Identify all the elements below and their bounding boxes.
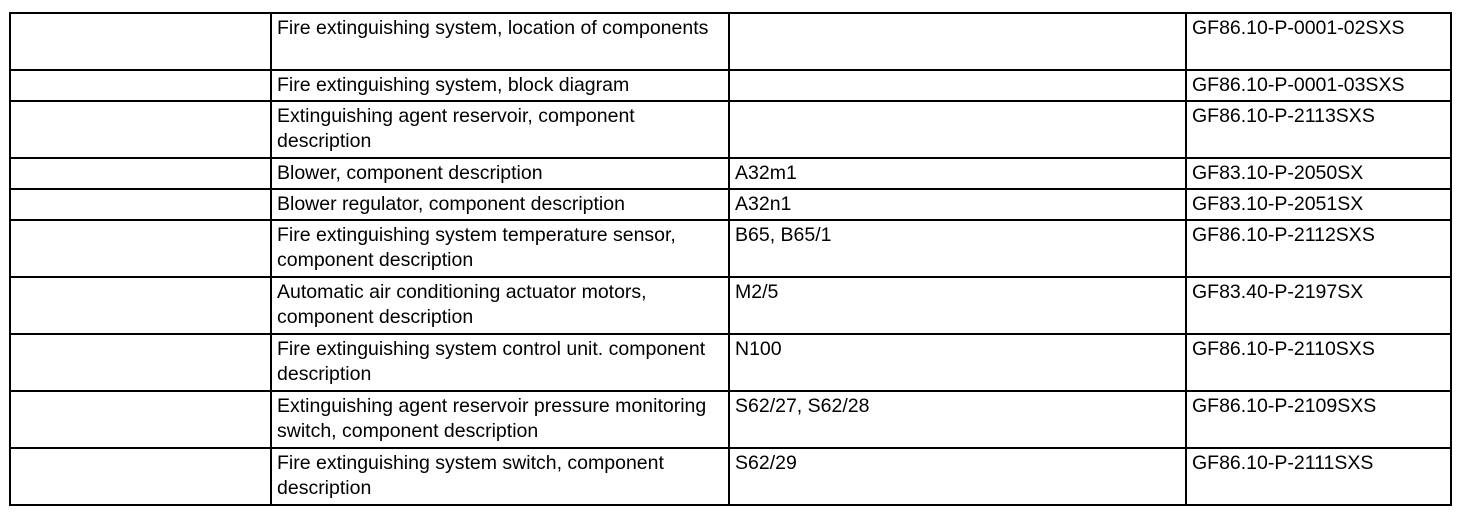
component-cell: N100 [729,334,1186,391]
document-table [9,12,1452,506]
component-cell: A32m1 [729,158,1186,189]
description-cell: Fire extinguishing system temperature sensor, component description [271,220,729,277]
component-cell: S62/29 [729,448,1186,505]
group-cell [10,220,271,277]
document-number-cell: GF83.10-P-2051SX [1186,189,1451,220]
description-cell: Extinguishing agent reservoir pressure monitoring switch, component description [271,391,729,448]
group-cell [10,70,271,101]
description-cell: Fire extinguishing system, location of components [271,13,729,70]
document-number-cell: GF83.10-P-2050SX [1186,158,1451,189]
group-cell [10,277,271,334]
group-cell [10,101,271,158]
description-cell: Blower, component description [271,158,729,189]
document-number-cell: GF83.40-P-2197SX [1186,277,1451,334]
document-number-cell: GF86.10-P-0001-03SXS [1186,70,1451,101]
component-cell: B65, B65/1 [729,220,1186,277]
table-row [10,391,1451,448]
component-cell [729,101,1186,158]
document-number-cell: GF86.10-P-2113SXS [1186,101,1451,158]
component-cell: A32n1 [729,189,1186,220]
group-cell [10,391,271,448]
document-number-cell: GF86.10-P-2111SXS [1186,448,1451,505]
group-cell [10,448,271,505]
table-row [10,220,1451,277]
table-row [10,13,1451,70]
table-row [10,334,1451,391]
table-row [10,277,1451,334]
group-cell [10,189,271,220]
document-number-cell: GF86.10-P-2112SXS [1186,220,1451,277]
component-cell: S62/27, S62/28 [729,391,1186,448]
description-cell: Blower regulator, component description [271,189,729,220]
description-cell: Extinguishing agent reservoir, component description [271,101,729,158]
component-cell [729,70,1186,101]
description-cell: Fire extinguishing system, block diagram [271,70,729,101]
description-cell: Fire extinguishing system control unit. component description [271,334,729,391]
table-row [10,158,1451,189]
document-number-cell: GF86.10-P-0001-02SXS [1186,13,1451,70]
table-row [10,448,1451,505]
component-cell: M2/5 [729,277,1186,334]
document-number-cell: GF86.10-P-2109SXS [1186,391,1451,448]
table-row [10,189,1451,220]
group-cell [10,158,271,189]
description-cell: Fire extinguishing system switch, component description [271,448,729,505]
group-cell [10,334,271,391]
group-cell [10,13,271,70]
description-cell: Automatic air conditioning actuator motors, component description [271,277,729,334]
table-row [10,70,1451,101]
component-cell [729,13,1186,70]
table-row [10,101,1451,158]
document-number-cell: GF86.10-P-2110SXS [1186,334,1451,391]
